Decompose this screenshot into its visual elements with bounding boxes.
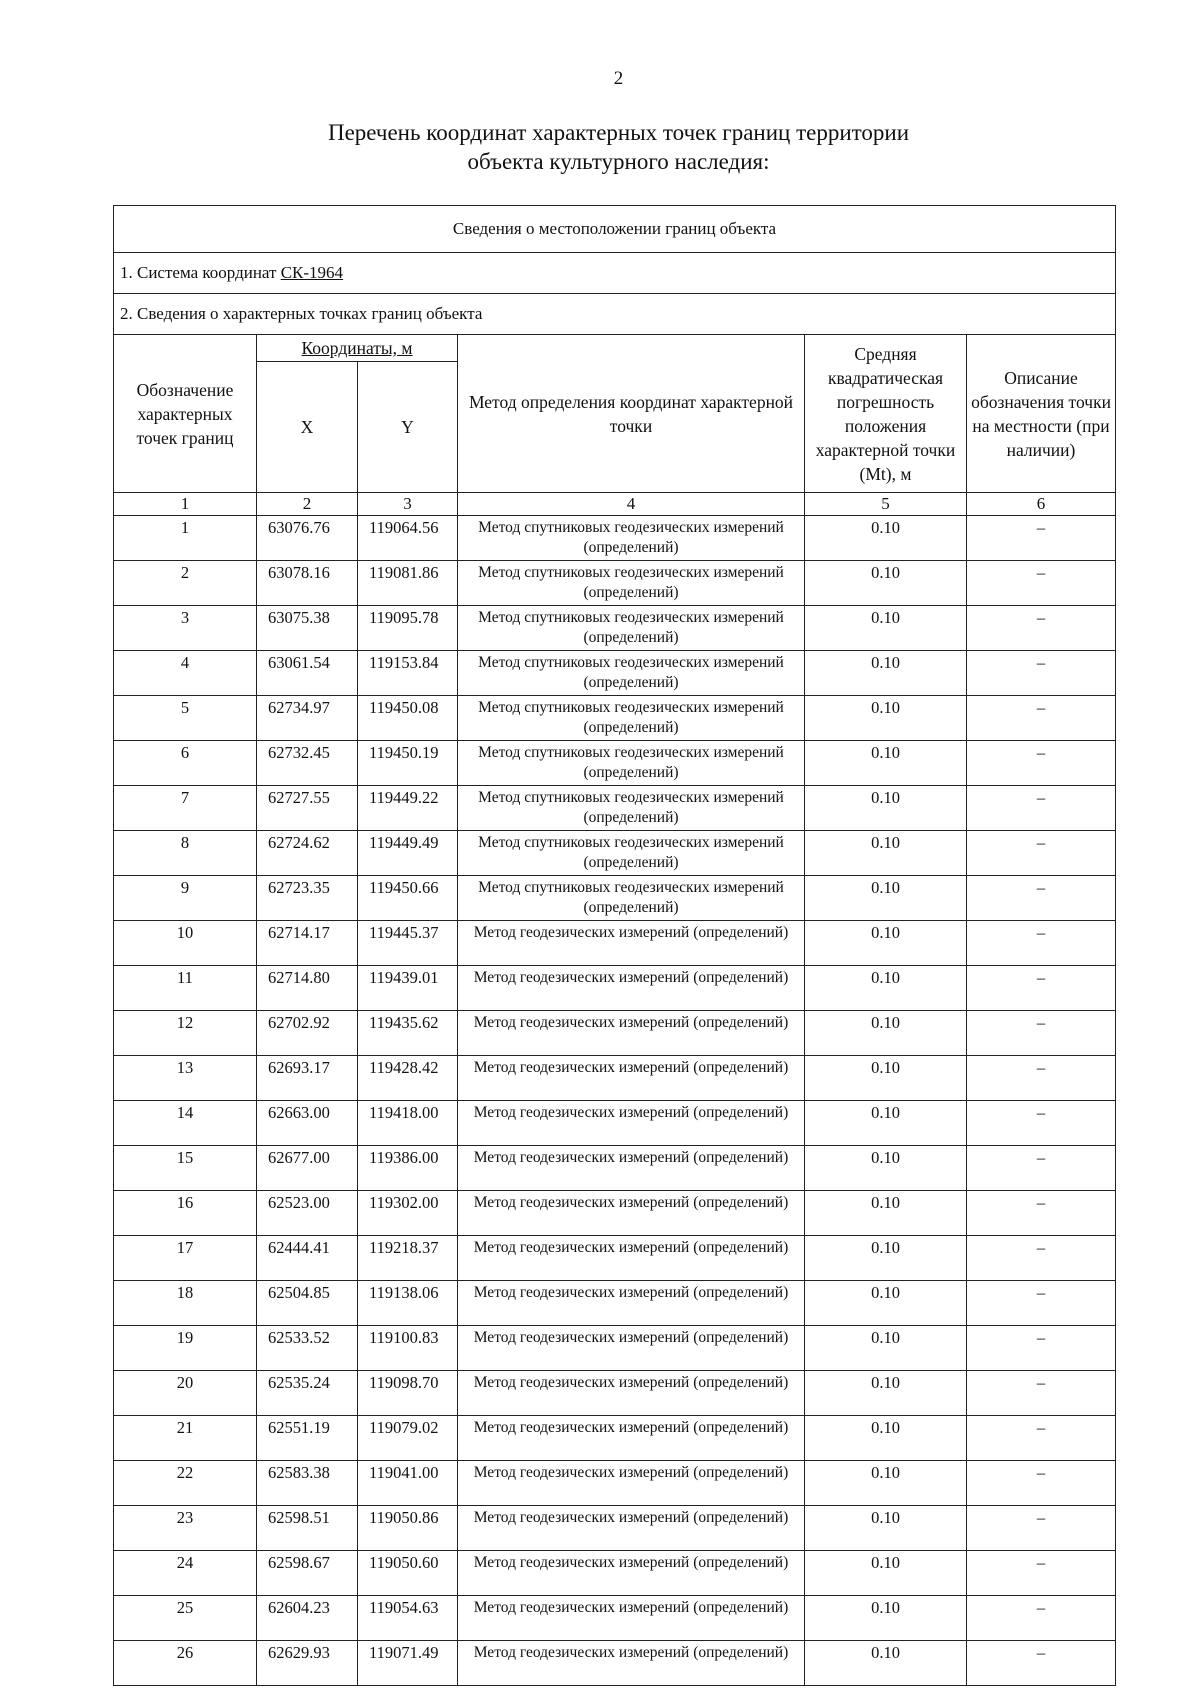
point-number-cell: 11 — [114, 966, 257, 1011]
description-cell: – — [967, 1551, 1116, 1596]
table-row — [114, 1146, 1116, 1191]
y-coordinate-cell: 119450.08 — [358, 696, 458, 741]
table-row — [114, 1191, 1116, 1236]
table-row — [114, 921, 1116, 966]
points-section-label: 2. Сведения о характерных точках границ объекта — [114, 294, 1116, 335]
mean-error-cell: 0.10 — [805, 1326, 967, 1371]
coordinate-system-value: СК-1964 — [280, 263, 344, 282]
x-coordinate-cell: 62663.00 — [257, 1101, 358, 1146]
method-cell: Метод спутниковых геодезических измерений (определений) — [458, 696, 805, 741]
description-cell: – — [967, 1461, 1116, 1506]
description-cell: – — [967, 1236, 1116, 1281]
x-coordinate-cell: 62523.00 — [257, 1191, 358, 1236]
mean-error-cell: 0.10 — [805, 1056, 967, 1101]
description-cell: – — [967, 1596, 1116, 1641]
y-coordinate-cell: 119071.49 — [358, 1641, 458, 1686]
method-cell: Метод геодезических измерений (определений) — [458, 1596, 805, 1641]
page-number: 2 — [613, 68, 624, 89]
x-coordinate-cell: 63075.38 — [257, 606, 358, 651]
point-number-cell: 7 — [114, 786, 257, 831]
point-number-cell: 14 — [114, 1101, 257, 1146]
point-number-cell: 17 — [114, 1236, 257, 1281]
mean-error-cell: 0.10 — [805, 921, 967, 966]
y-coordinate-cell: 119064.56 — [358, 516, 458, 561]
y-coordinate-cell: 119138.06 — [358, 1281, 458, 1326]
description-cell: – — [967, 1281, 1116, 1326]
x-coordinate-cell: 62727.55 — [257, 786, 358, 831]
point-number-cell: 26 — [114, 1641, 257, 1686]
point-number-cell: 4 — [114, 651, 257, 696]
y-coordinate-cell: 119095.78 — [358, 606, 458, 651]
point-number-cell: 5 — [114, 696, 257, 741]
table-row — [114, 696, 1116, 741]
mean-error-cell: 0.10 — [805, 1146, 967, 1191]
x-coordinate-cell: 62702.92 — [257, 1011, 358, 1056]
method-cell: Метод геодезических измерений (определений) — [458, 1281, 805, 1326]
y-coordinate-cell: 119435.62 — [358, 1011, 458, 1056]
method-cell: Метод геодезических измерений (определений) — [458, 1191, 805, 1236]
table-row — [114, 1056, 1116, 1101]
point-number-cell: 18 — [114, 1281, 257, 1326]
description-cell: – — [967, 651, 1116, 696]
method-cell: Метод спутниковых геодезических измерений (определений) — [458, 516, 805, 561]
method-cell: Метод спутниковых геодезических измерений (определений) — [458, 876, 805, 921]
table-row — [114, 1551, 1116, 1596]
x-coordinate-cell: 62734.97 — [257, 696, 358, 741]
y-coordinate-cell: 119449.22 — [358, 786, 458, 831]
header-coordinates-group: Координаты, м — [257, 335, 458, 362]
y-coordinate-cell: 119386.00 — [358, 1146, 458, 1191]
y-coordinate-cell: 119050.86 — [358, 1506, 458, 1551]
description-cell: – — [967, 561, 1116, 606]
mean-error-cell: 0.10 — [805, 561, 967, 606]
description-cell: – — [967, 1416, 1116, 1461]
column-number: 4 — [458, 493, 805, 516]
header-description: Описание обозначения точки на местности (при наличии) — [967, 335, 1116, 493]
table-row — [114, 876, 1116, 921]
y-coordinate-cell: 119081.86 — [358, 561, 458, 606]
point-number-cell: 25 — [114, 1596, 257, 1641]
point-number-cell: 15 — [114, 1146, 257, 1191]
table-row — [114, 1326, 1116, 1371]
header-mean-error: Средняя квадратическая погрешность положения характерной точки (Mt), м — [805, 335, 967, 493]
point-number-cell: 1 — [114, 516, 257, 561]
x-coordinate-cell: 62533.52 — [257, 1326, 358, 1371]
method-cell: Метод геодезических измерений (определений) — [458, 966, 805, 1011]
column-number-row — [114, 493, 1116, 516]
description-cell: – — [967, 1011, 1116, 1056]
method-cell: Метод геодезических измерений (определений) — [458, 1506, 805, 1551]
x-coordinate-cell: 62598.51 — [257, 1506, 358, 1551]
y-coordinate-cell: 119450.66 — [358, 876, 458, 921]
method-cell: Метод спутниковых геодезических измерений (определений) — [458, 786, 805, 831]
x-coordinate-cell: 62724.62 — [257, 831, 358, 876]
table-row — [114, 1506, 1116, 1551]
description-cell: – — [967, 1326, 1116, 1371]
column-number: 1 — [114, 493, 257, 516]
description-cell: – — [967, 1056, 1116, 1101]
description-cell: – — [967, 1101, 1116, 1146]
header-y: Y — [358, 362, 458, 493]
table-row — [114, 1416, 1116, 1461]
header-x: X — [257, 362, 358, 493]
mean-error-cell: 0.10 — [805, 1191, 967, 1236]
x-coordinate-cell: 63078.16 — [257, 561, 358, 606]
mean-error-cell: 0.10 — [805, 651, 967, 696]
y-coordinate-cell: 119100.83 — [358, 1326, 458, 1371]
point-number-cell: 23 — [114, 1506, 257, 1551]
method-cell: Метод геодезических измерений (определений) — [458, 1371, 805, 1416]
mean-error-cell: 0.10 — [805, 1101, 967, 1146]
method-cell: Метод спутниковых геодезических измерений (определений) — [458, 561, 805, 606]
method-cell: Метод геодезических измерений (определений) — [458, 1641, 805, 1686]
table-row — [114, 516, 1116, 561]
description-cell: – — [967, 921, 1116, 966]
method-cell: Метод геодезических измерений (определений) — [458, 1101, 805, 1146]
method-cell: Метод геодезических измерений (определений) — [458, 1146, 805, 1191]
x-coordinate-cell: 62598.67 — [257, 1551, 358, 1596]
x-coordinate-cell: 62693.17 — [257, 1056, 358, 1101]
table-row — [114, 966, 1116, 1011]
description-cell: – — [967, 876, 1116, 921]
table-row — [114, 1641, 1116, 1686]
point-number-cell: 3 — [114, 606, 257, 651]
document-title-line-2: объекта культурного наследия: — [467, 149, 770, 174]
table-row — [114, 786, 1116, 831]
coordinate-system-label: 1. Система координат — [120, 263, 277, 282]
method-cell: Метод геодезических измерений (определений) — [458, 1461, 805, 1506]
y-coordinate-cell: 119050.60 — [358, 1551, 458, 1596]
x-coordinate-cell: 63076.76 — [257, 516, 358, 561]
description-cell: – — [967, 831, 1116, 876]
y-coordinate-cell: 119418.00 — [358, 1101, 458, 1146]
mean-error-cell: 0.10 — [805, 606, 967, 651]
method-cell: Метод геодезических измерений (определений) — [458, 1236, 805, 1281]
x-coordinate-cell: 62677.00 — [257, 1146, 358, 1191]
mean-error-cell: 0.10 — [805, 1416, 967, 1461]
mean-error-cell: 0.10 — [805, 966, 967, 1011]
document-title-line-1: Перечень координат характерных точек границ территории — [327, 120, 910, 145]
y-coordinate-cell: 119153.84 — [358, 651, 458, 696]
table-row — [114, 741, 1116, 786]
point-number-cell: 24 — [114, 1551, 257, 1596]
table-row — [114, 1011, 1116, 1056]
method-cell: Метод геодезических измерений (определений) — [458, 921, 805, 966]
description-cell: – — [967, 741, 1116, 786]
description-cell: – — [967, 1641, 1116, 1686]
description-cell: – — [967, 1371, 1116, 1416]
mean-error-cell: 0.10 — [805, 1461, 967, 1506]
description-cell: – — [967, 516, 1116, 561]
method-cell: Метод спутниковых геодезических измерений (определений) — [458, 651, 805, 696]
document-title — [0, 118, 1200, 176]
y-coordinate-cell: 119445.37 — [358, 921, 458, 966]
mean-error-cell: 0.10 — [805, 786, 967, 831]
x-coordinate-cell: 62629.93 — [257, 1641, 358, 1686]
column-number: 3 — [358, 493, 458, 516]
point-number-cell: 19 — [114, 1326, 257, 1371]
table-row — [114, 606, 1116, 651]
description-cell: – — [967, 966, 1116, 1011]
method-cell: Метод спутниковых геодезических измерений (определений) — [458, 606, 805, 651]
y-coordinate-cell: 119302.00 — [358, 1191, 458, 1236]
y-coordinate-cell: 119098.70 — [358, 1371, 458, 1416]
mean-error-cell: 0.10 — [805, 741, 967, 786]
mean-error-cell: 0.10 — [805, 876, 967, 921]
table-row — [114, 651, 1116, 696]
table-row — [114, 1371, 1116, 1416]
coordinate-system-row — [114, 253, 1116, 294]
column-number: 5 — [805, 493, 967, 516]
table-row — [114, 1236, 1116, 1281]
column-number: 2 — [257, 493, 358, 516]
mean-error-cell: 0.10 — [805, 1506, 967, 1551]
header-designation: Обозначение характерных точек границ — [114, 335, 257, 493]
point-number-cell: 9 — [114, 876, 257, 921]
method-cell: Метод геодезических измерений (определений) — [458, 1551, 805, 1596]
method-cell: Метод геодезических измерений (определений) — [458, 1056, 805, 1101]
x-coordinate-cell: 62714.80 — [257, 966, 358, 1011]
description-cell: – — [967, 1146, 1116, 1191]
description-cell: – — [967, 1506, 1116, 1551]
section-header: Сведения о местоположении границ объекта — [114, 206, 1116, 253]
mean-error-cell: 0.10 — [805, 1281, 967, 1326]
x-coordinate-cell: 63061.54 — [257, 651, 358, 696]
method-cell: Метод спутниковых геодезических измерений (определений) — [458, 831, 805, 876]
coordinates-table — [113, 205, 1116, 1686]
y-coordinate-cell: 119079.02 — [358, 1416, 458, 1461]
x-coordinate-cell: 62504.85 — [257, 1281, 358, 1326]
point-number-cell: 10 — [114, 921, 257, 966]
table-row — [114, 1101, 1116, 1146]
table-row — [114, 1461, 1116, 1506]
y-coordinate-cell: 119439.01 — [358, 966, 458, 1011]
y-coordinate-cell: 119450.19 — [358, 741, 458, 786]
x-coordinate-cell: 62723.35 — [257, 876, 358, 921]
description-cell: – — [967, 606, 1116, 651]
x-coordinate-cell: 62604.23 — [257, 1596, 358, 1641]
point-number-cell: 6 — [114, 741, 257, 786]
x-coordinate-cell: 62714.17 — [257, 921, 358, 966]
point-number-cell: 16 — [114, 1191, 257, 1236]
x-coordinate-cell: 62444.41 — [257, 1236, 358, 1281]
y-coordinate-cell: 119428.42 — [358, 1056, 458, 1101]
method-cell: Метод спутниковых геодезических измерений (определений) — [458, 741, 805, 786]
mean-error-cell: 0.10 — [805, 1641, 967, 1686]
point-number-cell: 20 — [114, 1371, 257, 1416]
y-coordinate-cell: 119449.49 — [358, 831, 458, 876]
x-coordinate-cell: 62535.24 — [257, 1371, 358, 1416]
point-number-cell: 2 — [114, 561, 257, 606]
point-number-cell: 8 — [114, 831, 257, 876]
table-row — [114, 561, 1116, 606]
table-row — [114, 831, 1116, 876]
point-number-cell: 22 — [114, 1461, 257, 1506]
point-number-cell: 12 — [114, 1011, 257, 1056]
mean-error-cell: 0.10 — [805, 1551, 967, 1596]
point-number-cell: 13 — [114, 1056, 257, 1101]
mean-error-cell: 0.10 — [805, 696, 967, 741]
mean-error-cell: 0.10 — [805, 1236, 967, 1281]
method-cell: Метод геодезических измерений (определений) — [458, 1416, 805, 1461]
x-coordinate-cell: 62732.45 — [257, 741, 358, 786]
method-cell: Метод геодезических измерений (определений) — [458, 1326, 805, 1371]
description-cell: – — [967, 1191, 1116, 1236]
mean-error-cell: 0.10 — [805, 1371, 967, 1416]
x-coordinate-cell: 62551.19 — [257, 1416, 358, 1461]
header-method: Метод определения координат характерной точки — [458, 335, 805, 493]
y-coordinate-cell: 119054.63 — [358, 1596, 458, 1641]
mean-error-cell: 0.10 — [805, 1596, 967, 1641]
description-cell: – — [967, 786, 1116, 831]
method-cell: Метод геодезических измерений (определений) — [458, 1011, 805, 1056]
point-number-cell: 21 — [114, 1416, 257, 1461]
table-row — [114, 1281, 1116, 1326]
y-coordinate-cell: 119041.00 — [358, 1461, 458, 1506]
table-row — [114, 1596, 1116, 1641]
description-cell: – — [967, 696, 1116, 741]
mean-error-cell: 0.10 — [805, 1011, 967, 1056]
mean-error-cell: 0.10 — [805, 831, 967, 876]
mean-error-cell: 0.10 — [805, 516, 967, 561]
x-coordinate-cell: 62583.38 — [257, 1461, 358, 1506]
y-coordinate-cell: 119218.37 — [358, 1236, 458, 1281]
column-number: 6 — [967, 493, 1116, 516]
